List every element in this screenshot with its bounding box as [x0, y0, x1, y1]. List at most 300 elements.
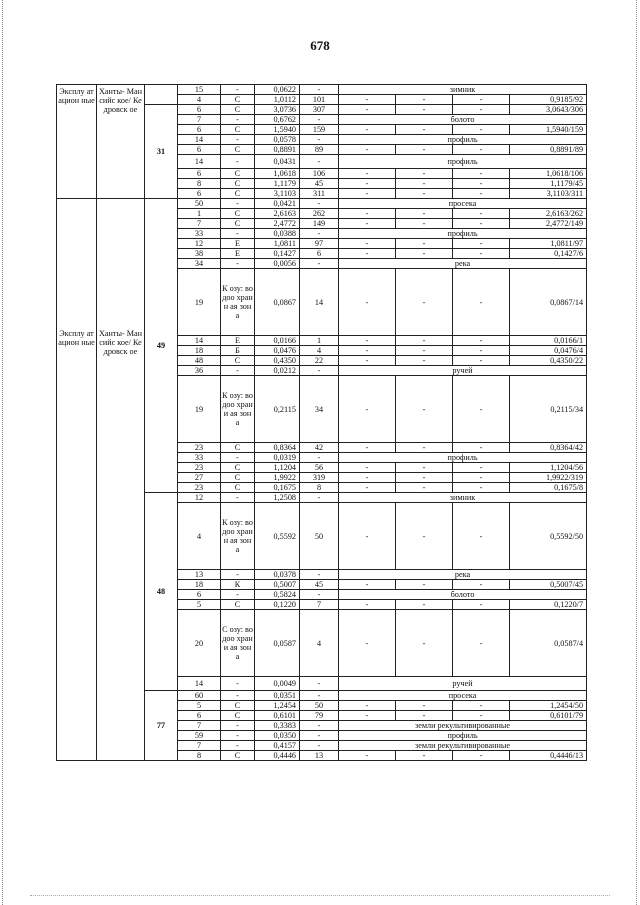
- stock-value: 13: [300, 751, 339, 761]
- stock-value: 89: [300, 145, 339, 155]
- area-value: 0,2115: [255, 376, 300, 443]
- dash-cell: -: [396, 269, 453, 336]
- result-value: 0,0166/1: [510, 336, 587, 346]
- area-value: 1,2454: [255, 701, 300, 711]
- dash-cell: -: [453, 751, 510, 761]
- location-label: Ханты- Мансийс кое/ Кедровск ое: [97, 199, 145, 761]
- area-value: 3,1103: [255, 189, 300, 199]
- dash-cell: -: [453, 95, 510, 105]
- dash-cell: -: [453, 376, 510, 443]
- dash-cell: -: [396, 239, 453, 249]
- section-number: 6: [178, 711, 221, 721]
- category: С: [221, 169, 255, 179]
- dash-cell: -: [396, 600, 453, 610]
- area-value: 0,0421: [255, 199, 300, 209]
- stock-value: -: [300, 453, 339, 463]
- result-value: 1,5940/159: [510, 125, 587, 135]
- stock-value: 101: [300, 95, 339, 105]
- section-number: 7: [178, 721, 221, 731]
- section-number: 48: [178, 356, 221, 366]
- area-value: 0,0388: [255, 229, 300, 239]
- dash-cell: -: [453, 269, 510, 336]
- area-value: 0,0049: [255, 677, 300, 691]
- category: -: [221, 731, 255, 741]
- land-type: профиль: [339, 453, 587, 463]
- block-number: 48: [145, 493, 178, 691]
- section-number: 14: [178, 336, 221, 346]
- section-number: 23: [178, 463, 221, 473]
- dash-cell: -: [339, 580, 396, 590]
- stock-value: 34: [300, 376, 339, 443]
- area-value: 1,2508: [255, 493, 300, 503]
- area-value: 0,6101: [255, 711, 300, 721]
- section-number: 12: [178, 493, 221, 503]
- purpose-label: Эксплу атацион ные: [57, 85, 97, 199]
- result-value: 0,1427/6: [510, 249, 587, 259]
- dash-cell: -: [339, 600, 396, 610]
- stock-value: 311: [300, 189, 339, 199]
- area-value: 0,5007: [255, 580, 300, 590]
- category: -: [221, 570, 255, 580]
- category: -: [221, 741, 255, 751]
- area-value: 0,0867: [255, 269, 300, 336]
- result-value: 2,4772/149: [510, 219, 587, 229]
- dash-cell: -: [396, 610, 453, 677]
- stock-value: 79: [300, 711, 339, 721]
- dash-cell: -: [396, 503, 453, 570]
- result-value: 0,8891/89: [510, 145, 587, 155]
- dash-cell: -: [339, 503, 396, 570]
- section-number: 36: [178, 366, 221, 376]
- result-value: 0,0587/4: [510, 610, 587, 677]
- stock-value: 4: [300, 610, 339, 677]
- stock-value: -: [300, 691, 339, 701]
- category: -: [221, 85, 255, 95]
- dash-cell: -: [396, 169, 453, 179]
- block-number: 49: [145, 199, 178, 493]
- category: С: [221, 95, 255, 105]
- section-number: 7: [178, 115, 221, 125]
- category: К озу: водоо хранн ая зона: [221, 269, 255, 336]
- stock-value: 1: [300, 336, 339, 346]
- forest-plot-table: [56, 84, 587, 761]
- dash-cell: -: [453, 145, 510, 155]
- section-number: 18: [178, 580, 221, 590]
- category: -: [221, 155, 255, 169]
- area-value: 0,5824: [255, 590, 300, 600]
- category: -: [221, 135, 255, 145]
- land-type: профиль: [339, 229, 587, 239]
- category: С: [221, 209, 255, 219]
- section-number: 20: [178, 610, 221, 677]
- dash-cell: -: [453, 701, 510, 711]
- area-value: 2,4772: [255, 219, 300, 229]
- stock-value: -: [300, 85, 339, 95]
- dash-cell: -: [339, 346, 396, 356]
- dash-cell: -: [396, 580, 453, 590]
- area-value: 0,0351: [255, 691, 300, 701]
- result-value: 0,1220/7: [510, 600, 587, 610]
- dash-cell: -: [453, 711, 510, 721]
- stock-value: -: [300, 741, 339, 751]
- dash-cell: -: [453, 503, 510, 570]
- result-value: 0,5592/50: [510, 503, 587, 570]
- stock-value: 50: [300, 701, 339, 711]
- category: -: [221, 691, 255, 701]
- scan-edge-left: [2, 0, 7, 905]
- land-type: земли рекультивированные: [339, 721, 587, 731]
- category: С: [221, 600, 255, 610]
- dash-cell: -: [453, 239, 510, 249]
- category: С озу: водоо храни ая зона: [221, 610, 255, 677]
- section-number: 6: [178, 189, 221, 199]
- area-value: 0,0587: [255, 610, 300, 677]
- page-number: 678: [310, 38, 330, 53]
- stock-value: 50: [300, 503, 339, 570]
- dash-cell: -: [453, 189, 510, 199]
- section-number: 38: [178, 249, 221, 259]
- dash-cell: -: [396, 483, 453, 493]
- location-label: Ханты- Мансийс кое/ Кедровск ое: [97, 85, 145, 199]
- stock-value: 8: [300, 483, 339, 493]
- dash-cell: -: [396, 711, 453, 721]
- section-number: 7: [178, 219, 221, 229]
- dash-cell: -: [396, 95, 453, 105]
- land-type: ручей: [339, 677, 587, 691]
- category: С: [221, 443, 255, 453]
- area-value: 1,0112: [255, 95, 300, 105]
- area-value: 1,5940: [255, 125, 300, 135]
- dash-cell: -: [453, 443, 510, 453]
- area-value: 0,6762: [255, 115, 300, 125]
- dash-cell: -: [339, 125, 396, 135]
- section-number: 5: [178, 701, 221, 711]
- stock-value: 4: [300, 346, 339, 356]
- category: Е: [221, 249, 255, 259]
- dash-cell: -: [453, 483, 510, 493]
- category: С: [221, 711, 255, 721]
- dash-cell: -: [339, 95, 396, 105]
- dash-cell: -: [339, 169, 396, 179]
- category: Б: [221, 346, 255, 356]
- stock-value: 45: [300, 179, 339, 189]
- dash-cell: -: [396, 125, 453, 135]
- section-number: 23: [178, 483, 221, 493]
- land-type: просека: [339, 199, 587, 209]
- dash-cell: -: [453, 249, 510, 259]
- dash-cell: -: [339, 336, 396, 346]
- stock-value: 22: [300, 356, 339, 366]
- stock-value: 6: [300, 249, 339, 259]
- section-number: 6: [178, 125, 221, 135]
- result-value: 0,5007/45: [510, 580, 587, 590]
- category: К: [221, 580, 255, 590]
- area-value: 1,9922: [255, 473, 300, 483]
- result-value: 1,0811/97: [510, 239, 587, 249]
- category: С: [221, 189, 255, 199]
- stock-value: -: [300, 135, 339, 145]
- result-value: 0,4350/22: [510, 356, 587, 366]
- category: -: [221, 229, 255, 239]
- category: -: [221, 721, 255, 731]
- block-number: 77: [145, 691, 178, 761]
- area-value: 0,0578: [255, 135, 300, 145]
- area-value: 0,8364: [255, 443, 300, 453]
- land-type: болото: [339, 590, 587, 600]
- result-value: 0,6101/79: [510, 711, 587, 721]
- area-value: 0,4157: [255, 741, 300, 751]
- area-value: 0,0476: [255, 346, 300, 356]
- category: С: [221, 463, 255, 473]
- stock-value: 319: [300, 473, 339, 483]
- section-number: 6: [178, 105, 221, 115]
- section-number: 8: [178, 179, 221, 189]
- section-number: 33: [178, 229, 221, 239]
- result-value: 1,9922/319: [510, 473, 587, 483]
- stock-value: -: [300, 493, 339, 503]
- dash-cell: -: [396, 336, 453, 346]
- result-value: 3,0643/306: [510, 105, 587, 115]
- dash-cell: -: [339, 376, 396, 443]
- category: -: [221, 590, 255, 600]
- land-type: зимник: [339, 85, 587, 95]
- area-value: 0,0350: [255, 731, 300, 741]
- category: Е: [221, 239, 255, 249]
- dash-cell: -: [453, 580, 510, 590]
- section-number: 19: [178, 376, 221, 443]
- dash-cell: -: [396, 473, 453, 483]
- dash-cell: -: [453, 179, 510, 189]
- category: С: [221, 105, 255, 115]
- section-number: 1: [178, 209, 221, 219]
- dash-cell: -: [453, 463, 510, 473]
- dash-cell: -: [453, 610, 510, 677]
- area-value: 1,1204: [255, 463, 300, 473]
- dash-cell: -: [396, 189, 453, 199]
- stock-value: -: [300, 570, 339, 580]
- result-value: 1,0618/106: [510, 169, 587, 179]
- section-number: 6: [178, 145, 221, 155]
- dash-cell: -: [396, 209, 453, 219]
- area-value: 1,0618: [255, 169, 300, 179]
- area-value: 0,3383: [255, 721, 300, 731]
- land-type: ручей: [339, 366, 587, 376]
- dash-cell: -: [339, 751, 396, 761]
- stock-value: -: [300, 115, 339, 125]
- dash-cell: -: [396, 249, 453, 259]
- dash-cell: -: [339, 473, 396, 483]
- land-type: река: [339, 259, 587, 269]
- dash-cell: -: [339, 219, 396, 229]
- category: К озу: водоо храни ая зона: [221, 376, 255, 443]
- stock-value: -: [300, 677, 339, 691]
- result-value: 0,0867/14: [510, 269, 587, 336]
- result-value: 1,1204/56: [510, 463, 587, 473]
- land-type: профиль: [339, 731, 587, 741]
- dash-cell: -: [339, 610, 396, 677]
- category: С: [221, 145, 255, 155]
- block-number: [145, 85, 178, 105]
- dash-cell: -: [453, 600, 510, 610]
- dash-cell: -: [453, 169, 510, 179]
- land-type: болото: [339, 115, 587, 125]
- result-value: 1,2454/50: [510, 701, 587, 711]
- dash-cell: -: [453, 356, 510, 366]
- category: -: [221, 453, 255, 463]
- section-number: 50: [178, 199, 221, 209]
- area-value: 0,1675: [255, 483, 300, 493]
- area-value: 2,6163: [255, 209, 300, 219]
- section-number: 34: [178, 259, 221, 269]
- dash-cell: -: [453, 105, 510, 115]
- section-number: 12: [178, 239, 221, 249]
- result-value: 0,8364/42: [510, 443, 587, 453]
- area-value: 1,0811: [255, 239, 300, 249]
- category: С: [221, 219, 255, 229]
- area-value: 1,1179: [255, 179, 300, 189]
- category: -: [221, 259, 255, 269]
- stock-value: 149: [300, 219, 339, 229]
- land-type: земли рекультивированные: [339, 741, 587, 751]
- dash-cell: -: [453, 219, 510, 229]
- area-value: 0,0056: [255, 259, 300, 269]
- result-value: 0,9185/92: [510, 95, 587, 105]
- stock-value: 159: [300, 125, 339, 135]
- dash-cell: -: [453, 209, 510, 219]
- dash-cell: -: [339, 209, 396, 219]
- dash-cell: -: [339, 483, 396, 493]
- area-value: 0,8891: [255, 145, 300, 155]
- stock-value: -: [300, 590, 339, 600]
- category: -: [221, 199, 255, 209]
- dash-cell: -: [339, 463, 396, 473]
- dash-cell: -: [396, 219, 453, 229]
- dash-cell: -: [339, 269, 396, 336]
- result-value: 3,1103/311: [510, 189, 587, 199]
- dash-cell: -: [396, 376, 453, 443]
- result-value: 0,1675/8: [510, 483, 587, 493]
- section-number: 4: [178, 95, 221, 105]
- section-number: 59: [178, 731, 221, 741]
- area-value: 0,4350: [255, 356, 300, 366]
- stock-value: 97: [300, 239, 339, 249]
- land-type: профиль: [339, 155, 587, 169]
- dash-cell: -: [339, 356, 396, 366]
- category: Е: [221, 336, 255, 346]
- area-value: 0,0622: [255, 85, 300, 95]
- category: С: [221, 483, 255, 493]
- dash-cell: -: [339, 189, 396, 199]
- stock-value: -: [300, 155, 339, 169]
- dash-cell: -: [396, 443, 453, 453]
- stock-value: -: [300, 731, 339, 741]
- stock-value: -: [300, 259, 339, 269]
- area-value: 0,0378: [255, 570, 300, 580]
- category: К озу: водоо хранн ая зона: [221, 503, 255, 570]
- area-value: 3,0736: [255, 105, 300, 115]
- land-type: река: [339, 570, 587, 580]
- scan-edge-right: [632, 0, 637, 905]
- stock-value: 56: [300, 463, 339, 473]
- result-value: 0,2115/34: [510, 376, 587, 443]
- dash-cell: -: [339, 701, 396, 711]
- category: -: [221, 115, 255, 125]
- category: -: [221, 366, 255, 376]
- section-number: 7: [178, 741, 221, 751]
- dash-cell: -: [339, 249, 396, 259]
- dash-cell: -: [339, 105, 396, 115]
- section-number: 5: [178, 600, 221, 610]
- section-number: 60: [178, 691, 221, 701]
- dash-cell: -: [339, 145, 396, 155]
- area-value: 0,0431: [255, 155, 300, 169]
- stock-value: 262: [300, 209, 339, 219]
- section-number: 19: [178, 269, 221, 336]
- dash-cell: -: [396, 751, 453, 761]
- area-value: 0,0212: [255, 366, 300, 376]
- stock-value: 307: [300, 105, 339, 115]
- stock-value: -: [300, 229, 339, 239]
- category: -: [221, 677, 255, 691]
- stock-value: 45: [300, 580, 339, 590]
- result-value: 2,6163/262: [510, 209, 587, 219]
- dash-cell: -: [396, 179, 453, 189]
- dash-cell: -: [396, 105, 453, 115]
- area-value: 0,5592: [255, 503, 300, 570]
- block-number: 31: [145, 105, 178, 199]
- dash-cell: -: [453, 336, 510, 346]
- area-value: 0,1427: [255, 249, 300, 259]
- category: С: [221, 356, 255, 366]
- section-number: 13: [178, 570, 221, 580]
- section-number: 18: [178, 346, 221, 356]
- stock-value: -: [300, 721, 339, 731]
- stock-value: -: [300, 199, 339, 209]
- stock-value: 14: [300, 269, 339, 336]
- dash-cell: -: [453, 346, 510, 356]
- dash-cell: -: [396, 145, 453, 155]
- category: С: [221, 701, 255, 711]
- category: С: [221, 473, 255, 483]
- land-type: профиль: [339, 135, 587, 145]
- dash-cell: -: [396, 463, 453, 473]
- area-value: 0,4446: [255, 751, 300, 761]
- section-number: 27: [178, 473, 221, 483]
- dash-cell: -: [339, 179, 396, 189]
- section-number: 14: [178, 677, 221, 691]
- stock-value: 106: [300, 169, 339, 179]
- section-number: 15: [178, 85, 221, 95]
- stock-value: -: [300, 366, 339, 376]
- scan-bottom-edge: [30, 895, 610, 896]
- dash-cell: -: [339, 443, 396, 453]
- category: -: [221, 493, 255, 503]
- section-number: 6: [178, 169, 221, 179]
- dash-cell: -: [339, 239, 396, 249]
- result-value: 0,0476/4: [510, 346, 587, 356]
- result-value: 1,1179/45: [510, 179, 587, 189]
- category: С: [221, 125, 255, 135]
- area-value: 0,0319: [255, 453, 300, 463]
- dash-cell: -: [396, 346, 453, 356]
- section-number: 14: [178, 155, 221, 169]
- stock-value: 42: [300, 443, 339, 453]
- table-row: [57, 85, 587, 95]
- area-value: 0,0166: [255, 336, 300, 346]
- section-number: 4: [178, 503, 221, 570]
- category: С: [221, 179, 255, 189]
- purpose-label: Эксплу атацион ные: [57, 199, 97, 761]
